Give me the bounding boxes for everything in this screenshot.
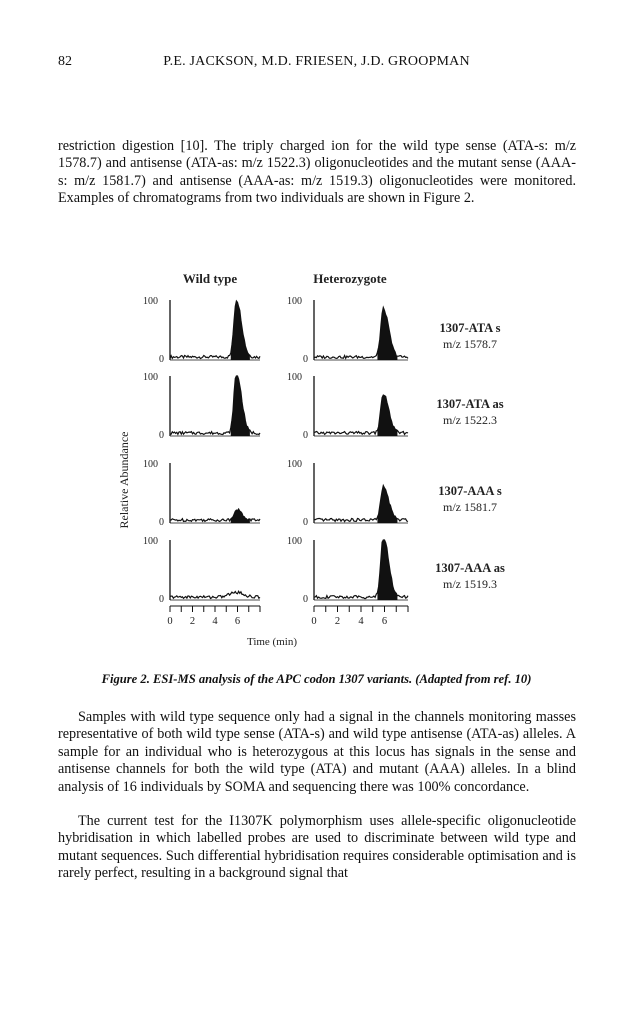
figure-caption: Figure 2. ESI-MS analysis of the APC codon 1307 variants. (Adapted from ref. 10) [101,672,532,686]
channel-mz: m/z 1578.7 [443,337,497,351]
x-axis-label: Time (min) [246,636,298,648]
y-tick-label: 0 [303,517,308,528]
chromatogram-trace [314,540,408,599]
y-tick-label: 0 [159,594,164,605]
paragraph-intro: restriction digestion [10]. The triply charged ion for the wild type sense (ATA-s: m/z 1578.7) and antisense (ATA-as: m/z 1522.3) oligonucleotides and the mutant sense (AAA-s: m/z 1581.7) and antisense (AAA-as: m/z 1519.3) oligonucleotides were monitored. Examples of chromatograms from two individuals are shown in Figure 2. [58,138,576,207]
figure-chromatograms [0,260,633,660]
channel-mz: m/z 1522.3 [443,413,497,427]
column-title-wild-type: Wild type [182,271,238,286]
y-tick-label: 100 [287,536,302,547]
x-tick-label: 6 [381,616,388,627]
y-tick-label: 0 [159,517,164,528]
y-tick-label: 0 [159,354,164,365]
chromatogram-trace [314,308,408,359]
x-tick-label: 4 [358,616,364,627]
running-head-initial: P.E. J [163,54,196,69]
y-tick-label: 100 [143,372,158,383]
y-tick-label: 0 [303,354,308,365]
chromatogram-trace [314,486,408,522]
x-tick-label: 0 [167,616,173,627]
y-tick-label: 0 [303,430,308,441]
page-number: 82 [58,54,72,69]
running-head [0,54,633,70]
x-tick-label: 2 [189,616,196,627]
y-tick-label: 100 [287,459,302,470]
x-tick-label: 6 [234,616,241,627]
paragraph-discussion: The current test for the I1307K polymorphism uses allele-specific oligonucleotide hybridisation in which labelled probes are used to discriminate between wild type and mutant sequences. Such differential hybridisation requires considerable optimisation and is rarely perfect, resulting in a background signal that [58,813,576,882]
paragraph-results: Samples with wild type sequence only had a signal in the channels monitoring masses representative of both wild type sense (ATA-s) and wild type antisense (ATA-as) alleles. A sample for an individual who is heterozygous at this locus has signals in the sense and antisense channels for both the wild type (ATA) and mutant (AAA) alleles. In a blind analysis of 16 individuals by SOMA and sequencing there was 100% concordance. [58,709,576,795]
column-title-heterozygote: Heterozygote [313,271,387,286]
x-tick-label: 0 [311,616,317,627]
channel-label: 1307-AAA as [435,561,505,575]
channel-mz: m/z 1519.3 [443,577,497,591]
chromatogram-trace [170,509,260,521]
y-tick-label: 100 [287,372,302,383]
chromatogram-trace [170,591,260,598]
y-tick-label: 100 [143,536,158,547]
chromatogram-trace [170,301,260,359]
y-tick-label: 0 [303,594,308,605]
x-tick-label: 4 [212,616,218,627]
chromatogram-trace [170,376,260,435]
y-tick-label: 100 [143,296,158,307]
channel-mz: m/z 1581.7 [443,500,497,514]
y-tick-label: 0 [159,430,164,441]
channel-label: 1307-ATA as [436,397,504,411]
y-tick-label: 100 [287,296,302,307]
channel-label: 1307-AAA s [438,484,502,498]
running-head-authors: ACKSON, M.D. FRIESEN, J.D. GROOPMAN [195,54,470,69]
channel-label: 1307-ATA s [439,321,501,335]
y-axis-label: Relative Abundance [117,431,131,529]
y-tick-label: 100 [143,459,158,470]
x-tick-label: 2 [334,616,341,627]
